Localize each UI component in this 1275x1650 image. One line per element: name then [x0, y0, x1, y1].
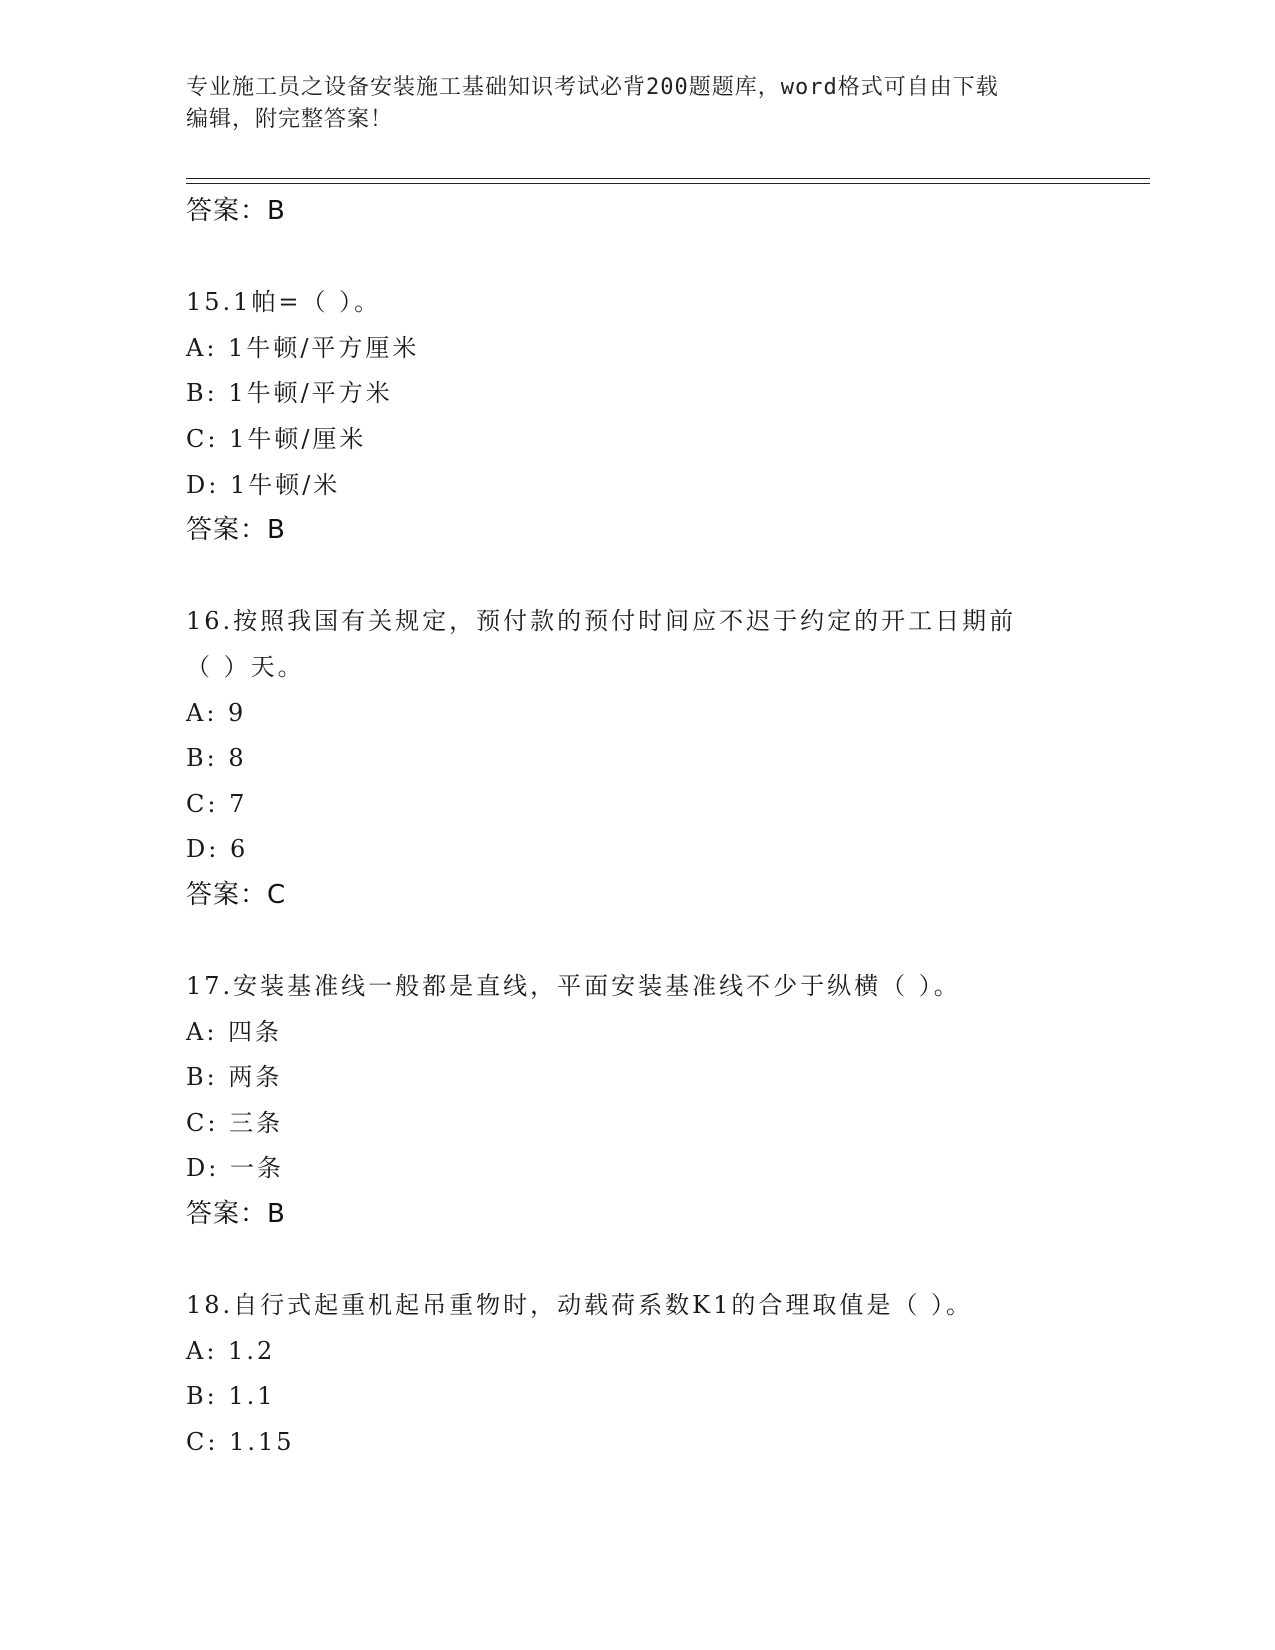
option-c: C: 1牛顿/厘米 — [186, 424, 367, 453]
answer-line: 答案：B — [186, 196, 286, 226]
option-a: A: 9 — [186, 698, 247, 727]
question-stem: 15.1帕=（ ）。 — [186, 288, 382, 317]
option-a: A: 1牛顿/平方厘米 — [186, 333, 420, 362]
answer-line: 答案：B — [186, 1199, 286, 1230]
option-b: B: 8 — [186, 744, 247, 773]
header-rule-top — [186, 178, 1150, 179]
spacer — [186, 235, 1150, 281]
option-d: D: 6 — [186, 835, 249, 864]
spacer — [186, 1238, 1150, 1284]
question-stem-continued: （ ）天。 — [186, 652, 305, 681]
spacer — [186, 554, 1150, 600]
option-d: D: 一条 — [186, 1154, 284, 1183]
header-line-2: 编辑，附完整答案！ — [186, 107, 394, 132]
question-15 — [186, 280, 1150, 554]
answer-line: 答案：C — [186, 879, 287, 910]
question-18 — [186, 1283, 1150, 1465]
question-stem: 16.按照我国有关规定，预付款的预付时间应不迟于约定的开工日期前 — [186, 607, 1017, 636]
header-line-1: 专业施工员之设备安装施工基础知识考试必背200题题库，word格式可自由下载 — [186, 75, 999, 100]
document-header — [186, 72, 1086, 136]
question-stem: 18.自行式起重机起吊重物时，动载荷系数K1的合理取值是（ ）。 — [186, 1291, 973, 1320]
spacer — [186, 919, 1150, 965]
question-17 — [186, 964, 1150, 1238]
question-stem: 17.安装基准线一般都是直线，平面安装基准线不少于纵横（ ）。 — [186, 972, 961, 1001]
option-a: A: 1.2 — [186, 1336, 276, 1365]
option-c: C: 1.15 — [186, 1428, 295, 1457]
answer-line: 答案：B — [186, 515, 286, 546]
question-16 — [186, 599, 1150, 918]
question-list — [186, 189, 1150, 1466]
option-c: C: 三条 — [186, 1108, 284, 1137]
option-b: B: 1.1 — [186, 1382, 276, 1411]
option-b: B: 1牛顿/平方米 — [186, 379, 393, 408]
option-b: B: 两条 — [186, 1063, 283, 1092]
header-rule-bottom — [186, 183, 1150, 184]
option-d: D: 1牛顿/米 — [186, 470, 341, 499]
option-c: C: 7 — [186, 789, 248, 818]
option-a: A: 四条 — [186, 1017, 283, 1046]
